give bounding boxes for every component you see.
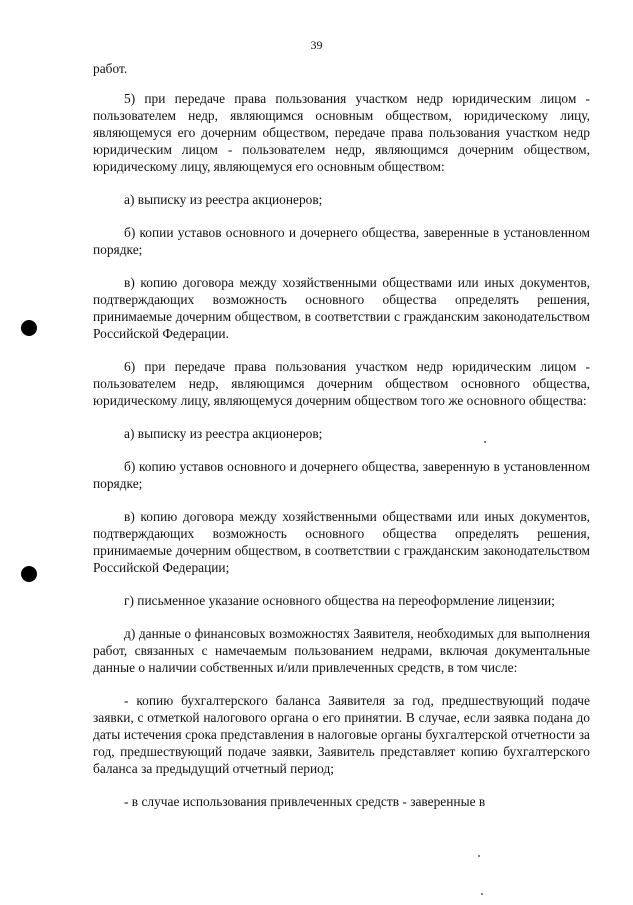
paragraph-item-6b: б) копию уставов основного и дочернего общества, заверенную в установленном порядке; <box>93 459 590 491</box>
page-number: 39 <box>310 38 323 52</box>
punch-hole-mark <box>21 566 37 582</box>
paragraph-bullet-balance: - копию бухгалтерского баланса Заявителя за год, предшествующий подаче заявки, с отметкой налогового органа о его принятии. В случае, если заявка подана до даты истечения срока представления в налоговые органы бухгалтерской отчетности за год, предшествующий подаче заявки, Заявитель представляет копию бухгалтерского баланса за предыдущий отчетный период; <box>93 693 590 776</box>
paragraph-item-6: 6) при передаче права пользования участком недр юридическим лицом - пользователем недр, являющимся дочерним обществом основного общества, юридическому лицу, являющемуся дочерним обществом того же основного общества: <box>93 359 590 408</box>
paragraph-continuation: работ. <box>93 61 128 76</box>
paragraph-item-6g: г) письменное указание основного общества на переоформление лицензии; <box>124 593 555 608</box>
punch-hole-mark <box>21 320 37 336</box>
document-body <box>93 60 590 826</box>
paragraph-item-5a: а) выписку из реестра акционеров; <box>124 192 323 207</box>
paragraph-item-6a: а) выписку из реестра акционеров; <box>124 426 323 441</box>
paragraph-item-6v: в) копию договора между хозяйственными обществами или иных документов, подтверждающих возможность основного общества определять решения, принимаемые дочерним обществом, в соответствии с гражданским законодательством Российской Федерации; <box>93 509 590 575</box>
scan-speck <box>478 855 480 857</box>
paragraph-item-5: 5) при передаче права пользования участком недр юридическим лицом - пользователем недр, являющимся основным обществом, юридическому лицу, являющемуся его дочерним обществом, передаче права пользования участком недр юридическим лицом - пользователем недр, являющимся дочерним обществом, юридическому лицу, являющемуся его основным обществом: <box>93 91 590 174</box>
scan-speck <box>481 893 483 895</box>
paragraph-item-6d: д) данные о финансовых возможностях Заявителя, необходимых для выполнения работ, связанных с намечаемым пользованием недрами, включая документальные данные о наличии собственных и/или привлеченных средств, в том числе: <box>93 626 590 675</box>
paragraph-item-5b: б) копии уставов основного и дочернего общества, заверенные в установленном порядке; <box>93 225 590 257</box>
paragraph-bullet-borrowed: - в случае использования привлеченных средств - заверенные в <box>124 794 486 809</box>
paragraph-item-5v: в) копию договора между хозяйственными обществами или иных документов, подтверждающих возможность основного общества определять решения, принимаемые дочерним обществом, в соответствии с гражданским законодательством Российской Федерации. <box>93 275 590 341</box>
scan-speck <box>484 441 486 443</box>
